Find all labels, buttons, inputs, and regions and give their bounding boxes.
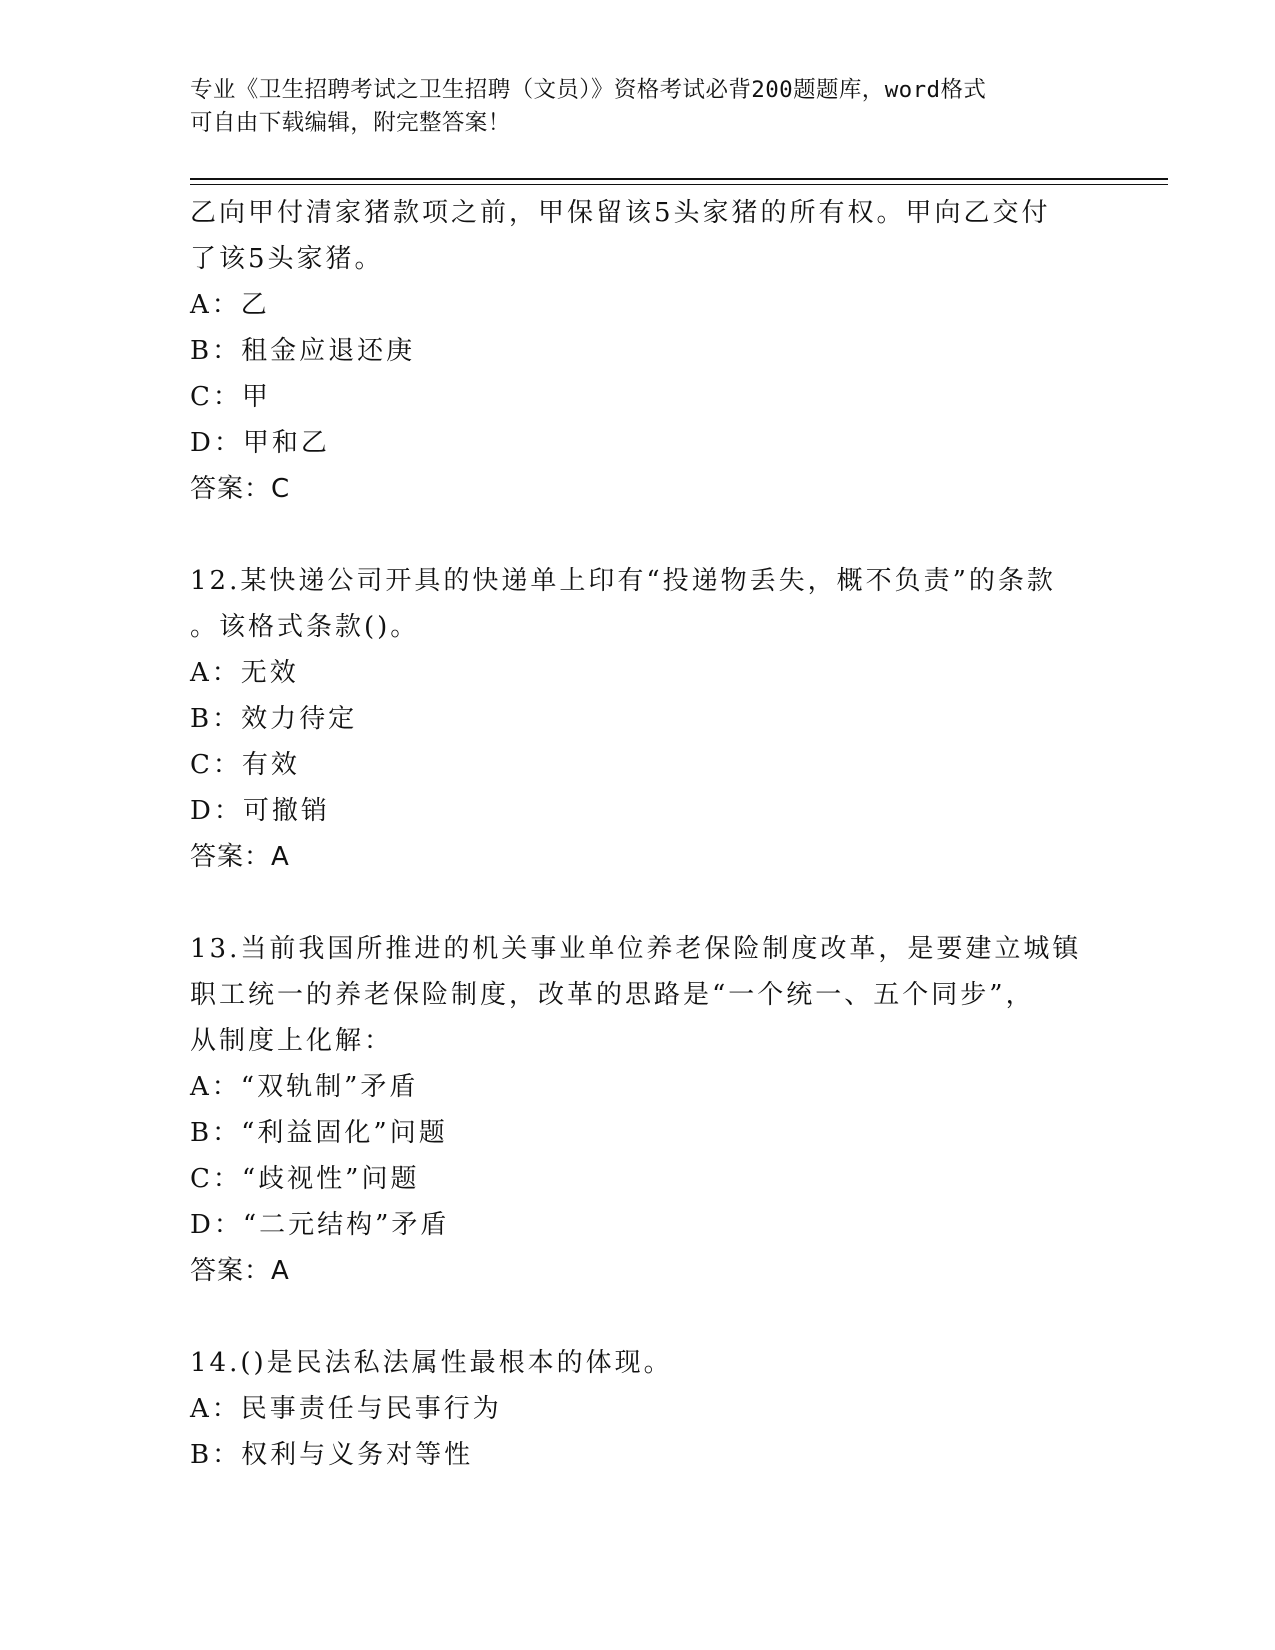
spacer: [190, 880, 1090, 926]
answer: 答案：A: [190, 1256, 290, 1286]
option-a: A：无效: [190, 658, 299, 688]
header-line-1: 专业《卫生招聘考试之卫生招聘（文员）》资格考试必背200题题库，word格式: [190, 77, 987, 103]
question-text-line: 职工统一的养老保险制度，改革的思路是“一个统一、五个同步”，: [190, 980, 1035, 1010]
question-text-line: 13.当前我国所推进的机关事业单位养老保险制度改革，是要建立城镇: [190, 934, 1082, 964]
question-12: [190, 558, 1090, 880]
option-b: B：“利益固化”问题: [190, 1118, 448, 1148]
option-c: C：“歧视性”问题: [190, 1164, 420, 1194]
question-11: [190, 190, 1090, 512]
spacer: [190, 1294, 1090, 1340]
option-a: A：民事责任与民事行为: [190, 1394, 502, 1424]
question-text-line: 。该格式条款()。: [190, 612, 420, 642]
header-line-2: 可自由下载编辑，附完整答案！: [190, 110, 511, 136]
question-13: [190, 926, 1090, 1294]
option-b: B：租金应退还庚: [190, 336, 416, 366]
header-rule-thin: [190, 184, 1168, 185]
option-b: B：效力待定: [190, 704, 358, 734]
question-text-line: 14.()是民法私法属性最根本的体现。: [190, 1348, 673, 1378]
option-a: A：“双轨制”矛盾: [190, 1072, 419, 1102]
question-text-line: 12.某快递公司开具的快递单上印有“投递物丢失，概不负责”的条款: [190, 566, 1056, 596]
option-b: B：权利与义务对等性: [190, 1440, 474, 1470]
question-text-line: 从制度上化解：: [190, 1026, 394, 1056]
option-c: C：甲: [190, 382, 271, 412]
answer: 答案：A: [190, 842, 290, 872]
spacer: [190, 512, 1090, 558]
question-text-line: 了该5头家猪。: [190, 244, 384, 274]
option-c: C：有效: [190, 750, 300, 780]
option-d: D：“二元结构”矛盾: [190, 1210, 450, 1240]
option-a: A：乙: [190, 290, 270, 320]
document-header: [190, 74, 1090, 140]
option-d: D：可撤销: [190, 796, 330, 826]
question-list: [190, 190, 1090, 1478]
question-14: [190, 1340, 1090, 1478]
question-text-line: 乙向甲付清家猪款项之前，甲保留该5头家猪的所有权。甲向乙交付: [190, 198, 1051, 228]
header-rule-thick: [190, 178, 1168, 180]
answer: 答案：C: [190, 474, 291, 504]
option-d: D：甲和乙: [190, 428, 330, 458]
